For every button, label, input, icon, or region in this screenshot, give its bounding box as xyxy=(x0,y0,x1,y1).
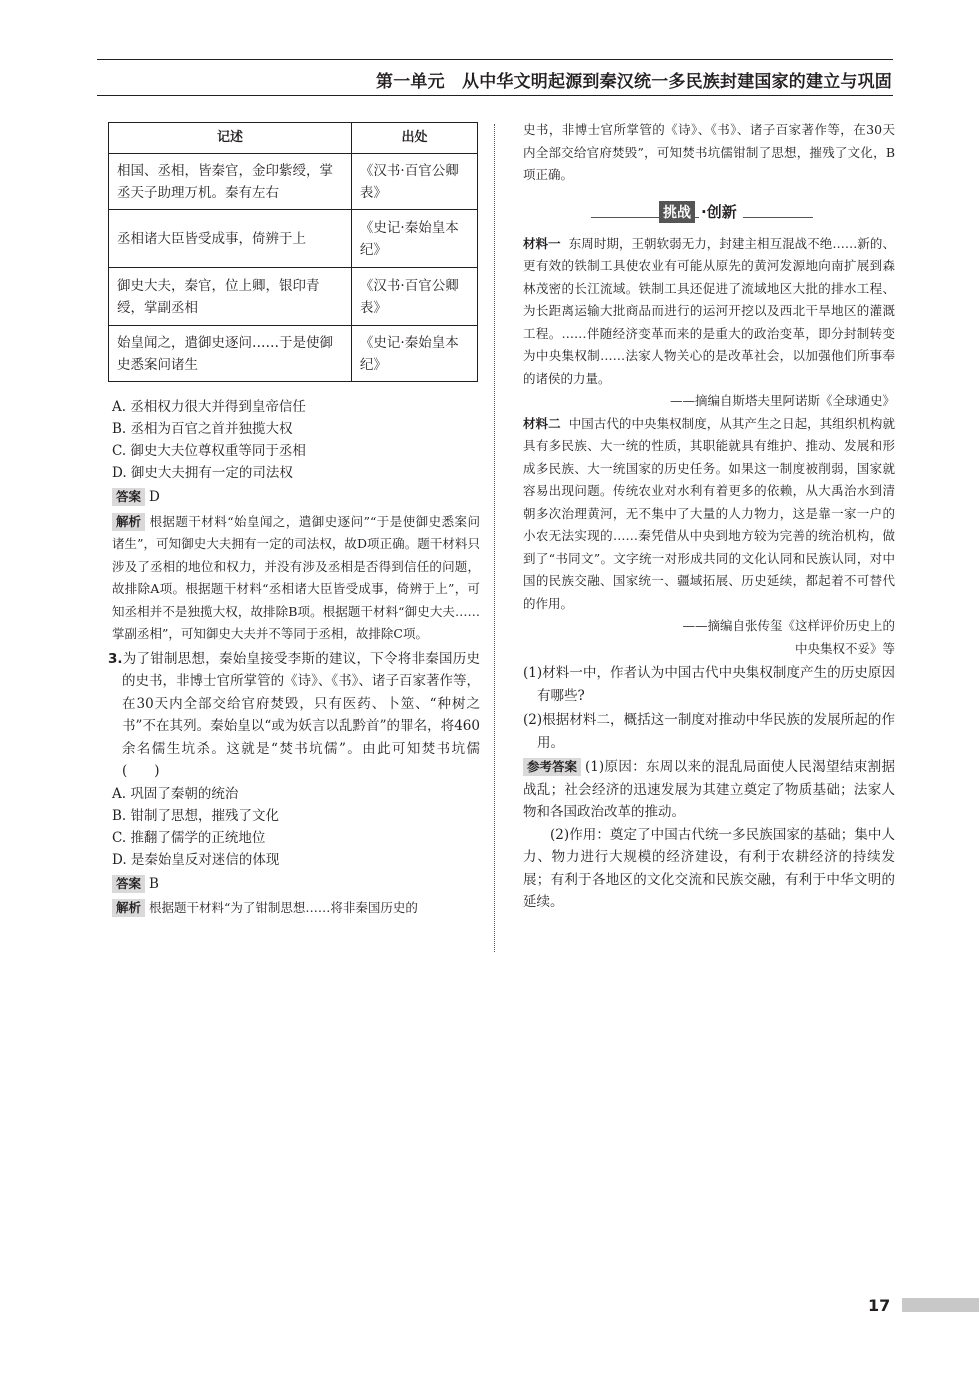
option-a: A. 丞相权力很大并得到皇帝信任 xyxy=(112,399,306,415)
reference-answer-1 xyxy=(523,756,895,824)
answer-value: B xyxy=(149,875,159,892)
analysis-text: 根据题干材料“始皇闻之，遣御史逐问”“于是使御史悉案问诸生”，可知御史大夫拥有一定的司法权，故D项正确。题干材料只涉及了丞相的地位和权力，并没有涉及丞相是否得到信任的问题，故排除A项。根据题干材料“丞相诸大臣皆受成事，倚辨于上”，可知丞相并不是独揽大权，故排除B项。根据题干材料“御史大夫……掌副丞相”，可知御史大夫并不等同于丞相，故排除C项。 xyxy=(112,513,480,641)
option-c: C. 推翻了儒学的正统地位 xyxy=(112,829,266,846)
option-a: A. 巩固了秦朝的统治 xyxy=(112,785,239,802)
analysis-tag: 解析 xyxy=(112,513,145,531)
material-one-source: ——摘编自斯塔夫里阿诺斯《全球通史》 xyxy=(669,393,895,408)
q2-options xyxy=(108,396,480,484)
table-row xyxy=(109,154,478,210)
material-two xyxy=(523,413,895,616)
table-cell-source: 《汉书·百官公卿表》 xyxy=(351,268,477,326)
answer-value: D xyxy=(149,489,160,505)
analysis-tag: 解析 xyxy=(112,899,145,917)
table-header-row xyxy=(109,123,478,154)
question-number: 3. xyxy=(108,650,123,667)
q3-analysis xyxy=(108,897,480,920)
table-cell-source: 《史记·秦始皇本纪》 xyxy=(351,210,477,268)
q2-analysis xyxy=(108,511,480,646)
table-cell-source: 《史记·秦始皇本纪》 xyxy=(351,326,477,382)
table-header-record: 记述 xyxy=(109,123,352,154)
material-two-source-line1: ——摘编自张传玺《这样评价历史上的 xyxy=(682,618,895,633)
material-two-source-line2: 中央集权不妥》等 xyxy=(794,640,895,656)
material-two-text: 中国古代的中央集权制度，从其产生之日起，其组织机构就具有多民族、大一统的性质，其职能就具有维护、推动、发展和形成多民族、大一统国家的历史任务。如果这一制度被削弱，国家就容易出现问题。传统农业对水利有着更多的依赖，从大禹治水到清朝多次治理黄河，无不集中了大量的人力物力，这是靠一家一户的小农无法实现的……秦凭借从中央到地方较为完善的统治机构，做到了“书同文”。文字统一对形成共同的文化认同和民族认同，对中国的民族交融、国家统一、疆域拓展、历史延续，都起着不可替代的作用。 xyxy=(523,415,895,611)
page-header-title: 第一单元 从中华文明起源到秦汉统一多民族封建国家的建立与巩固 xyxy=(376,72,892,92)
table-row xyxy=(109,268,478,326)
reference-answer-tag: 参考答案 xyxy=(523,758,581,776)
table-header-source: 出处 xyxy=(351,123,477,154)
table-cell-record: 御史大夫，秦官，位上卿，银印青绶，掌副丞相 xyxy=(109,268,352,326)
q2-answer xyxy=(108,486,480,509)
challenge-question-2: (2)根据材料二，概括这一制度对推动中华民族的发展所起的作用。 xyxy=(523,712,895,751)
q3-analysis-continued: 史书，非博士官所掌管的《诗》、《书》、诸子百家著作等，在30天内全部交给官府焚毁”，可知焚书坑儒钳制了思想，摧残了文化，B项正确。 xyxy=(523,122,895,182)
challenge-question-1: (1)材料一中，作者认为中国古代中央集权制度产生的历史原因有哪些? xyxy=(523,665,895,704)
page-number: 17 xyxy=(868,1296,891,1315)
column-divider xyxy=(494,124,495,952)
table-cell-source: 《汉书·百官公卿表》 xyxy=(351,154,477,210)
material-two-label: 材料二 xyxy=(523,415,561,431)
option-d: D. 御史大夫拥有一定的司法权 xyxy=(112,465,293,481)
q3-answer xyxy=(108,873,480,896)
material-one xyxy=(523,233,895,391)
header-bottom-rule xyxy=(97,95,893,96)
banner-label-box: 挑战 xyxy=(659,201,695,223)
option-b: B. 钳制了思想，摧残了文化 xyxy=(112,807,280,824)
table-cell-record: 丞相诸大臣皆受成事，倚辨于上 xyxy=(109,210,352,268)
header-top-rule xyxy=(97,59,893,60)
analysis-text: 根据题干材料“为了钳制思想……将非秦国历史的 xyxy=(149,900,418,915)
table-row xyxy=(109,210,478,268)
table-cell-record: 始皇闻之，遣御史逐问……于是使御史悉案问诸生 xyxy=(109,326,352,382)
records-table xyxy=(108,122,478,382)
answer-tag: 答案 xyxy=(112,875,145,893)
table-cell-record: 相国、丞相，皆秦官，金印紫绶，掌丞天子助理万机。秦有左右 xyxy=(109,154,352,210)
right-column xyxy=(523,119,895,914)
left-column xyxy=(108,122,480,920)
table-row xyxy=(109,326,478,382)
answer-tag: 答案 xyxy=(112,488,145,506)
material-one-text: 东周时期，王朝软弱无力，封建主相互混战不绝……新的、更有效的铁制工具使农业有可能从原先的黄河发源地向南扩展到森林茂密的长江流域。铁制工具还促进了流域地区大批的排水工程、为长距离运输大批商品而进行的运河开挖以及西北干旱地区的灌溉工程。……伴随经济变革而来的是重大的政治变革，即分封制转变为中央集权制……法家人物关心的是改革社会，以加强他们所事奉的诸侯的力量。 xyxy=(523,235,895,386)
q3-stem xyxy=(108,648,480,783)
reference-answer-text: (1)原因：东周以来的混乱局面使人民渴望结束割据战乱；社会经济的迅速发展为其建立奠定了物质基础；法家人物和各国政治改革的推动。 xyxy=(523,759,895,820)
question-text: 为了钳制思想，秦始皇接受李斯的建议，下令将非秦国历史的史书，非博士官所掌管的《诗》、《书》、诸子百家著作等，在30天内全部交给官府焚毁，只有医药、卜筮、“种树之书”不在其列。秦始皇以“或为妖言以乱黔首”的罪名，将460余名儒生坑杀。这就是“焚书坑儒”。由此可知焚书坑儒( ) xyxy=(122,650,480,779)
challenge-banner xyxy=(523,197,895,227)
option-d: D. 是秦始皇反对迷信的体现 xyxy=(112,851,280,868)
q3-options xyxy=(108,783,480,871)
reference-answer-2: (2)作用：奠定了中国古代统一多民族国家的基础；集中人力、物力进行大规模的经济建设，有利于农耕经济的持续发展；有利于各地区的文化交流和民族交融，有利于中华文明的延续。 xyxy=(523,826,895,910)
material-one-label: 材料一 xyxy=(523,235,561,251)
page-number-bar xyxy=(902,1298,979,1312)
option-c: C. 御史大夫位尊权重等同于丞相 xyxy=(112,443,306,459)
banner-label-text: ·创新 xyxy=(699,201,743,222)
option-b: B. 丞相为百官之首并独揽大权 xyxy=(112,421,293,437)
